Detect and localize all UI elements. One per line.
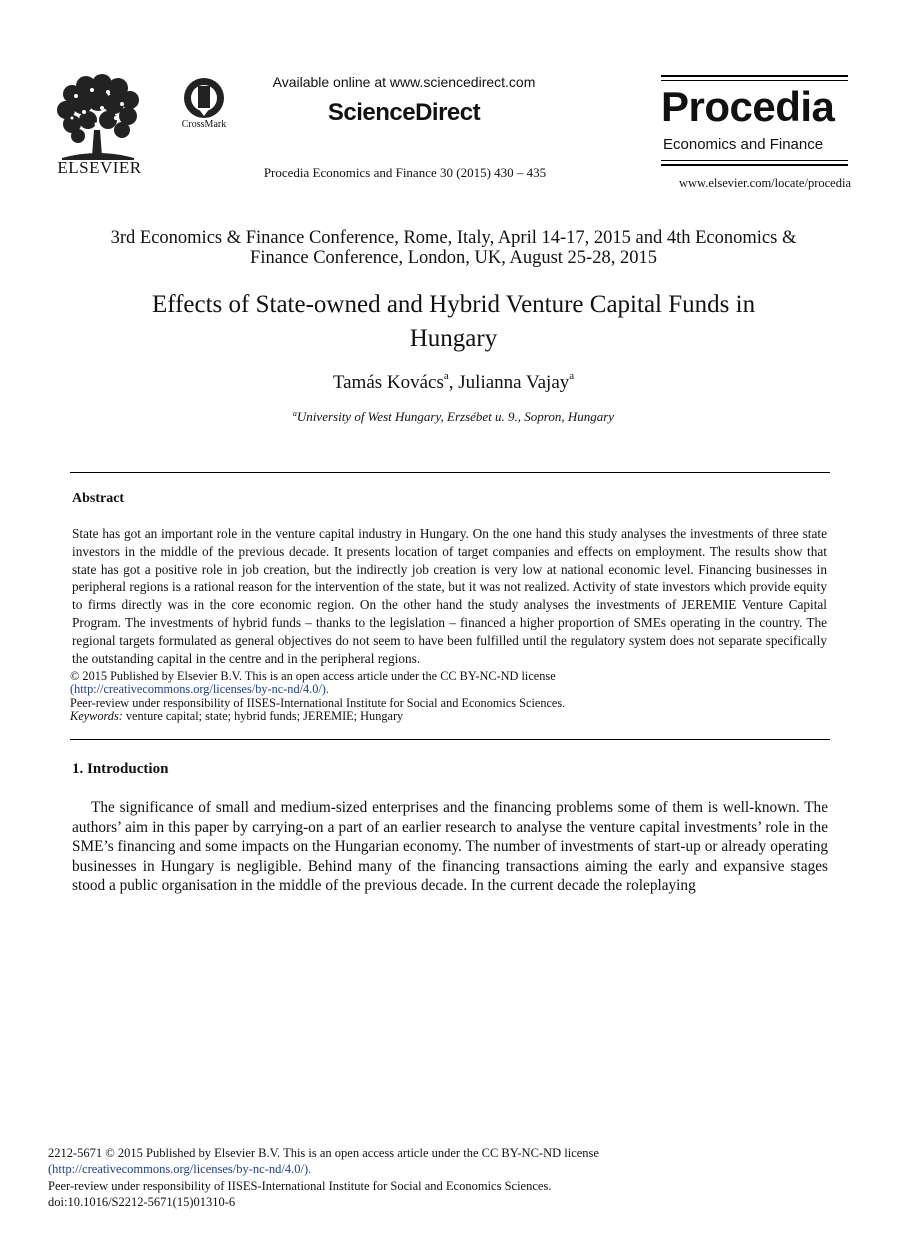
conference-line-2: Finance Conference, London, UK, August 25-28, 2015 [250, 248, 657, 268]
author-name: Tamás Kovács [332, 372, 444, 393]
journal-reference: Procedia Economics and Finance 30 (2015) 430 – 435 [263, 165, 547, 180]
abstract-license-link[interactable]: (http://creativecommons.org/licenses/by-nc-nd/4.0/). [70, 682, 329, 696]
abstract-peer-review: Peer-review under responsibility of IISES-International Institute for Social and Economics Sciences. [70, 696, 566, 710]
paper-title [60, 288, 847, 356]
footer-issn-license: 2212-5671 © 2015 Published by Elsevier B.V. This is an open access article under the CC BY-NC-ND license [48, 1146, 599, 1160]
footer-license-link[interactable]: (http://creativecommons.org/licenses/by-nc-nd/4.0/). [48, 1162, 312, 1177]
author-affiliation-mark: a [569, 370, 575, 382]
affiliation-mark: a [292, 409, 297, 418]
affiliation [60, 409, 847, 425]
procedia-rule-top [661, 75, 848, 81]
page-footer [48, 1145, 748, 1210]
introduction-body: The significance of small and medium-sized enterprises and the financing problems some of them is well-known. The authors’ aim in this paper by carrying-on a part of an earlier research to analyse the venture capital investments’ role in the SME’s financing and some impacts on the Hungarian economy. The number of investments of start-up or already operating businesses in Hungary is negligible. Behind many of the financing transactions aiming the early and expansive stages stood a public organisation in the middle of the previous decade. In the current decade the roleplaying [72, 799, 828, 895]
paper-title-line-1: Effects of State-owned and Hybrid Venture Capital Funds in [151, 291, 756, 318]
keywords-list: venture capital; state; hybrid funds; JEREMIE; Hungary [122, 709, 404, 723]
keywords [70, 710, 403, 724]
abstract-body: State has got an important role in the venture capital industry in Hungary. On the one hand this study analyses the investments of three state investors in the middle of the previous decade. It presents location of target companies and effects on employment. The results show that state has got a positive role in job creation, but the indirectly job creation is very low at national economic level. Financing businesses in peripheral regions is a rational reason for the intervention of the state, but it was not realized. Activity of state investors which provide equity to firms directly was in the core economic region. On the other hand the study analyses the investments of JEREMIE Venture Capital Program. The investments of hybrid funds – thanks to the legislation – financed a higher proportion of SMEs operating in the country. The regional targets formulated as general objectives do not seem to have been fulfilled until the regulatory system does not separate specifically the outstanding capital in the centre and in the peripheral regions. [72, 526, 827, 666]
affiliation-text: University of West Hungary, Erzsébet u. 9., Sopron, Hungary [296, 409, 615, 424]
crossmark-label: CrossMark [181, 119, 227, 130]
procedia-rule-bottom [661, 160, 848, 166]
procedia-subtitle: Economics and Finance [663, 136, 824, 153]
abstract-bottom-rule [70, 739, 830, 740]
author-name: Julianna Vajay [458, 372, 570, 393]
footer-doi[interactable]: doi:10.1016/S2212-5671(15)01310-6 [48, 1194, 236, 1209]
author-affiliation-mark: a [443, 370, 449, 382]
procedia-url: www.elsevier.com/locate/procedia [678, 176, 851, 190]
section-heading-introduction: 1. Introduction [72, 761, 169, 777]
procedia-wordmark: Procedia [661, 83, 835, 130]
keywords-label: Keywords: [70, 709, 123, 723]
author-separator: , [448, 372, 459, 393]
available-online-text: Available online at www.sciencedirect.com [272, 74, 536, 90]
paper-title-line-2: Hungary [409, 325, 498, 352]
conference-info [60, 228, 847, 268]
author-list [60, 372, 847, 394]
abstract-top-rule [70, 472, 830, 473]
sciencedirect-wordmark: ScienceDirect [327, 99, 481, 126]
abstract-heading: Abstract [72, 491, 125, 506]
abstract-license-text: © 2015 Published by Elsevier B.V. This is an open access article under the CC BY-NC-ND license [70, 669, 556, 683]
conference-line-1: 3rd Economics & Finance Conference, Rome, Italy, April 14-17, 2015 and 4th Economics & [110, 228, 797, 248]
footer-peer-review: Peer-review under responsibility of IISES-International Institute for Social and Economics Sciences. [48, 1178, 552, 1193]
elsevier-wordmark: ELSEVIER [57, 158, 142, 177]
